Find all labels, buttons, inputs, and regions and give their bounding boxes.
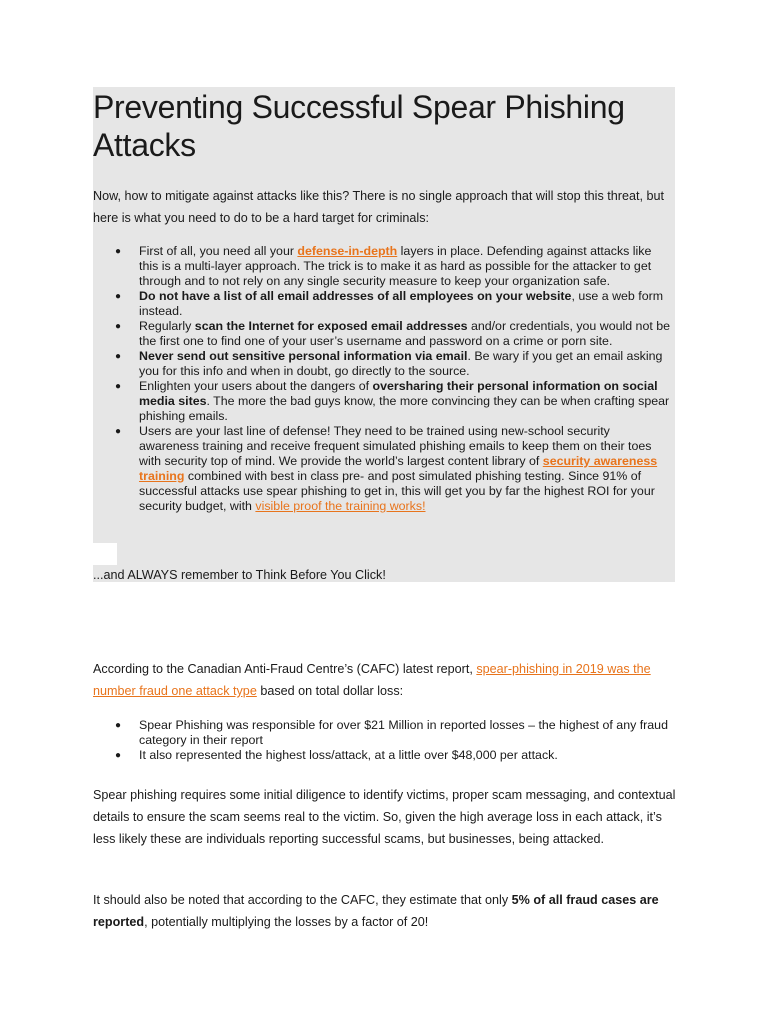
bullet-icon: ● [115,426,122,437]
bullet-icon: ● [115,720,122,731]
list-item: ● First of all, you need all your defense-in-depth layers in place. Defending against attacks like this is a multi-layer approach. The trick is to make it as hard as possible for the attacker to get through and to not rely on any single security measure to keep your organization safe. [115,244,652,288]
bullet-icon: ● [115,321,122,332]
security-awareness-training-link[interactable]: security awareness training [139,454,658,483]
page-title: Preventing Successful Spear Phishing Attacks [93,89,625,163]
list-item: ● Enlighten your users about the dangers of oversharing their personal information on social media sites. The more the bad guys know, the more convincing they can be when crafting spear phishing emails. [115,379,670,423]
list-item: ● Spear Phishing was responsible for over $21 Million in reported losses – the highest of any fraud category in their report [115,718,668,747]
list-item: ● Users are your last line of defense! They need to be trained using new-school security awareness training and receive frequent simulated phishing emails to keep them on their toes with security top of mind. We provide the world’s largest content library of security awareness training combined with best in class pre- and post simulated phishing testing. Since 91% of successful attacks use spear phishing to get in, this will get you by far the highest ROI for your security budget, with visible proof the training works! [115,424,658,513]
tips-list [93,244,673,514]
cafc-estimate-paragraph: It should also be noted that according to the CAFC, they estimate that only 5% of all fraud cases are reported, potentially multiplying the losses by a factor of 20! [93,893,659,929]
bullet-icon: ● [115,246,122,257]
bullet-icon: ● [115,351,122,362]
stats-list [93,718,673,763]
cafc-report-link[interactable]: spear-phishing in 2019 was the number fraud one attack type [93,662,651,698]
bullet-icon: ● [115,750,122,761]
list-item: ● Regularly scan the Internet for exposed email addresses and/or credentials, you would not be the first one to find one of your user’s username and password on a crime or porn site. [115,319,671,348]
bullet-icon: ● [115,291,122,302]
bullet-icon: ● [115,381,122,392]
intro-paragraph: Now, how to mitigate against attacks like this? There is no single approach that will stop this threat, but here is what you need to do to be a hard target for criminals: [93,189,664,225]
list-item: ● It also represented the highest loss/attack, at a little over $48,000 per attack. [115,748,558,762]
list-item: ● Do not have a list of all email addresses of all employees on your website, use a web form instead. [115,289,664,318]
highlight-notch [93,543,117,565]
list-item: ● Never send out sensitive personal information via email. Be wary if you get an email asking you for this info and when in doubt, go directly to the source. [115,349,663,378]
defense-in-depth-link[interactable]: defense-in-depth [297,244,398,258]
reminder-text: ...and ALWAYS remember to Think Before You Click! [93,568,386,582]
diligence-paragraph: Spear phishing requires some initial diligence to identify victims, proper scam messaging, and contextual details to ensure the scam seems real to the victim. So, given the high average loss in each attack, it’s less likely these are individuals reporting successful scams, but businesses, being attacked. [93,788,676,846]
cafc-paragraph: According to the Canadian Anti-Fraud Centre’s (CAFC) latest report, spear-phishing in 2019 was the number fraud one attack type based on total dollar loss: [93,662,651,698]
visible-proof-link[interactable]: visible proof the training works! [255,499,426,513]
